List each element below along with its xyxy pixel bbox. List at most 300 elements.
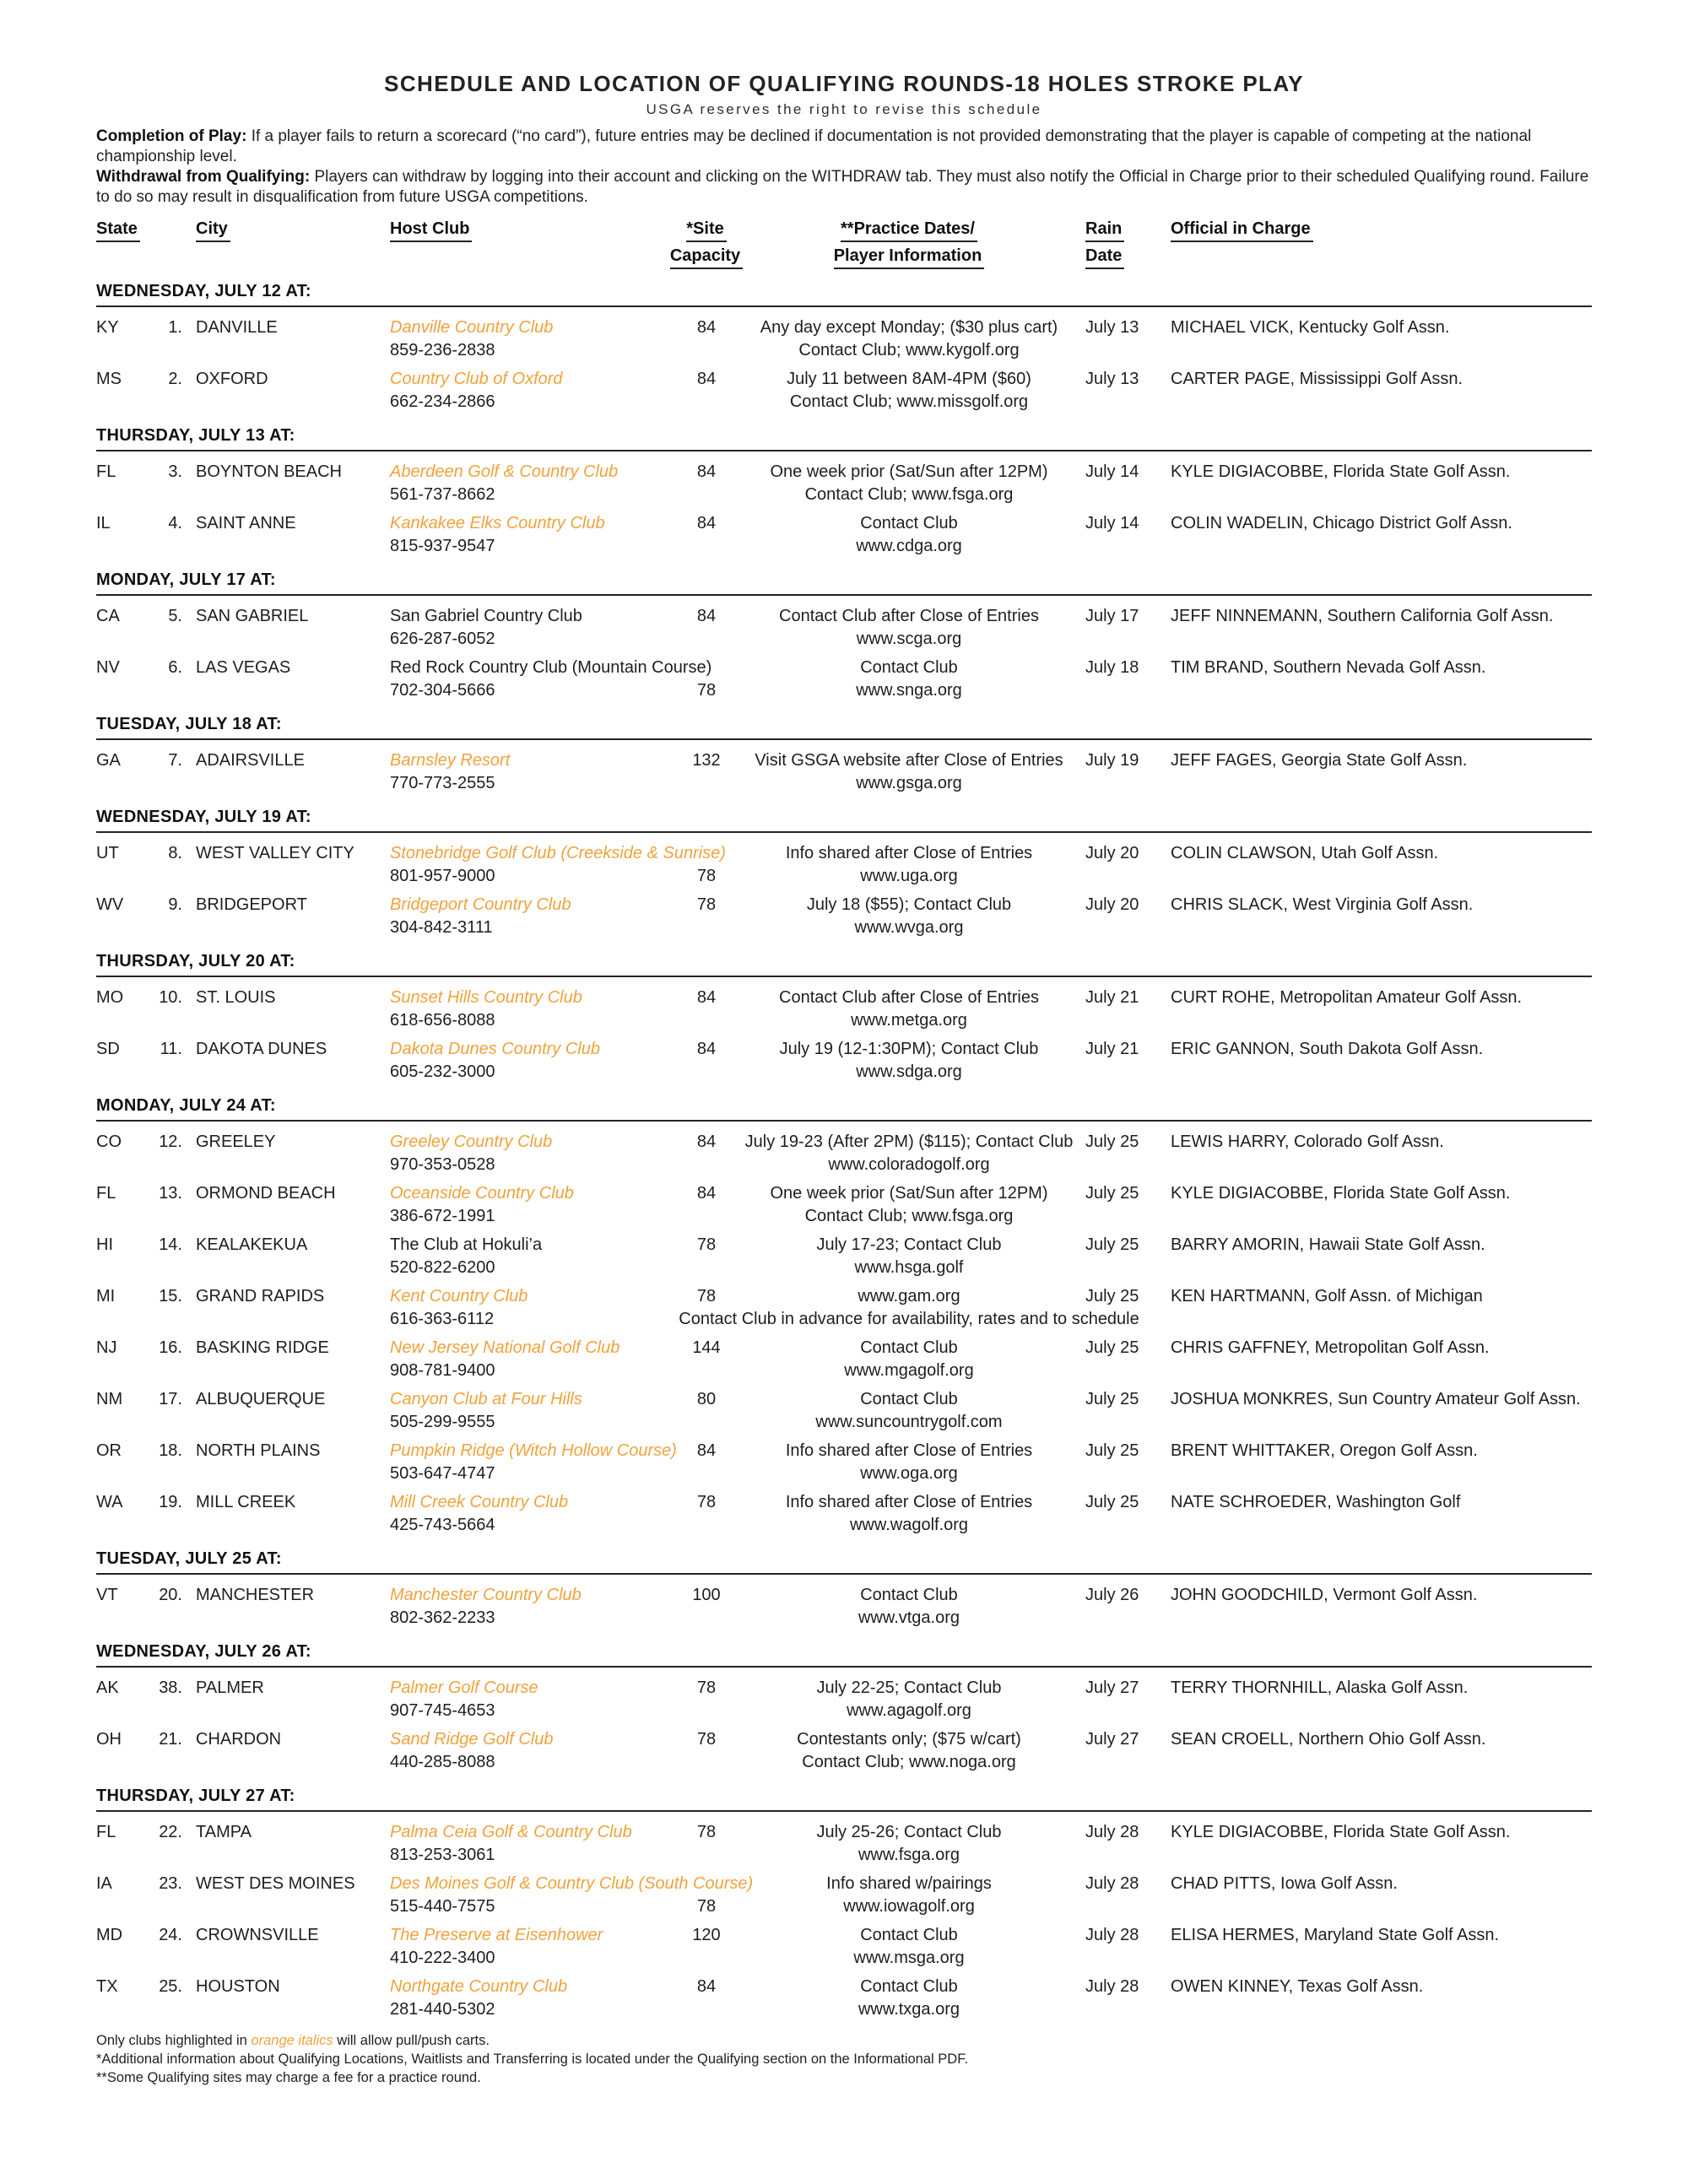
practice-info-line1: Info shared w/pairings	[826, 1874, 992, 1893]
row-city: CROWNSVILLE	[196, 1926, 319, 1944]
row-rain-date: July 27	[1085, 1730, 1139, 1749]
section-date-header: MONDAY, JULY 24 AT:	[96, 1096, 1592, 1122]
row-state: IL	[96, 514, 111, 532]
row-site-capacity	[668, 1182, 744, 1228]
row-practice-info	[744, 1388, 1074, 1434]
qualifying-row	[96, 1388, 1592, 1434]
row-city: HOUSTON	[196, 1977, 280, 1996]
qualifying-row	[96, 1728, 1592, 1774]
host-club-name: Bridgeport Country Club	[390, 895, 571, 914]
site-capacity-value: 78	[696, 1897, 717, 1916]
site-capacity-value: 78	[696, 1823, 717, 1841]
col-host-club: Host Club	[390, 219, 472, 242]
practice-info-line1: www.gam.org	[858, 1287, 960, 1306]
col-practice-dates	[744, 219, 1074, 269]
row-official-in-charge: TIM BRAND, Southern Nevada Golf Assn.	[1171, 658, 1486, 677]
row-state: KY	[96, 318, 119, 337]
section-date-header: THURSDAY, JULY 20 AT:	[96, 952, 1592, 977]
row-city: MANCHESTER	[196, 1586, 315, 1604]
row-city: SAN GABRIEL	[196, 607, 309, 625]
host-club-name: Palmer Golf Course	[390, 1679, 538, 1697]
practice-info-line1: July 19 (12-1:30PM); Contact Club	[779, 1040, 1039, 1058]
row-site-capacity	[668, 894, 744, 939]
row-rain-date: July 14	[1085, 462, 1139, 481]
host-club-name: Pumpkin Ridge (Witch Hollow Course)	[390, 1441, 677, 1460]
row-state: MO	[96, 988, 124, 1007]
row-city: DAKOTA DUNES	[196, 1040, 327, 1058]
row-practice-info	[744, 1584, 1074, 1630]
row-practice-info	[744, 1234, 1074, 1279]
section-date-header: TUESDAY, JULY 25 AT:	[96, 1549, 1592, 1575]
practice-info-line2: Contact Club; www.fsga.org	[804, 1207, 1014, 1225]
row-state: UT	[96, 844, 119, 862]
section-date-header: THURSDAY, JULY 27 AT:	[96, 1787, 1592, 1812]
practice-info-line1: One week prior (Sat/Sun after 12PM)	[770, 1184, 1048, 1203]
site-capacity-value: 84	[696, 370, 717, 388]
row-host-club	[381, 1584, 668, 1630]
row-rain-date: July 25	[1085, 1390, 1139, 1408]
row-official-in-charge: LEWIS HARRY, Colorado Golf Assn.	[1171, 1133, 1444, 1151]
row-state: CO	[96, 1133, 122, 1151]
row-rain-date: July 25	[1085, 1235, 1139, 1254]
host-club-name: Stonebridge Golf Club (Creekside & Sunrise)	[390, 844, 726, 862]
practice-info-line1: July 22-25; Contact Club	[816, 1679, 1002, 1697]
practice-info-line1: Contact Club	[860, 514, 958, 532]
row-city: ORMOND BEACH	[196, 1184, 336, 1203]
qualifying-row	[96, 987, 1592, 1032]
row-site-capacity	[668, 1728, 744, 1774]
row-city: TAMPA	[196, 1823, 252, 1841]
host-club-phone: 561-737-8662	[390, 485, 495, 504]
host-club-name: Oceanside Country Club	[390, 1184, 574, 1203]
col-site-capacity-line2: Capacity	[670, 246, 743, 269]
row-practice-info	[744, 605, 1074, 651]
row-city: CHARDON	[196, 1730, 282, 1749]
row-number: 9.	[168, 895, 182, 914]
schedule-section	[96, 1549, 1592, 1630]
row-host-club	[381, 1728, 668, 1774]
site-capacity-value: 78	[696, 1679, 717, 1697]
row-city: LAS VEGAS	[196, 658, 291, 677]
practice-info-line2: www.scga.org	[856, 630, 962, 648]
practice-info-line1: Info shared after Close of Entries	[785, 1441, 1033, 1460]
row-host-club	[381, 1677, 668, 1722]
schedule-section	[96, 715, 1592, 795]
row-practice-info	[744, 1337, 1074, 1382]
row-state: OH	[96, 1730, 122, 1749]
row-number: 13.	[159, 1184, 182, 1203]
qualifying-row	[96, 1440, 1592, 1485]
qualifying-row	[96, 842, 1592, 888]
row-state: SD	[96, 1040, 120, 1058]
row-number: 7.	[168, 751, 182, 770]
column-headers	[96, 219, 1592, 269]
practice-info-line2: www.msga.org	[853, 1949, 965, 1967]
host-club-phone: 970-353-0528	[390, 1155, 495, 1174]
row-site-capacity	[668, 1584, 744, 1630]
qualifying-row	[96, 605, 1592, 651]
row-practice-info	[744, 461, 1074, 506]
qualifying-row	[96, 1976, 1592, 2021]
host-club-phone: 702-304-5666	[390, 681, 495, 700]
row-rain-date: July 28	[1085, 1926, 1139, 1944]
row-practice-info	[744, 987, 1074, 1032]
host-club-phone: 425-743-5664	[390, 1516, 495, 1534]
host-club-phone: 801-957-9000	[390, 867, 495, 885]
site-capacity-value: 78	[696, 1730, 717, 1749]
col-rain-date-line1: Rain	[1085, 219, 1124, 242]
site-capacity-value: 78	[696, 1235, 717, 1254]
practice-info-line2: www.sdga.org	[856, 1062, 962, 1081]
row-host-club	[381, 1234, 668, 1279]
row-city: GRAND RAPIDS	[196, 1287, 325, 1306]
row-host-club	[381, 1285, 668, 1331]
practice-info-line1: Info shared after Close of Entries	[785, 844, 1033, 862]
row-official-in-charge: JEFF NINNEMANN, Southern California Golf Assn.	[1171, 607, 1554, 625]
row-state: TX	[96, 1977, 118, 1996]
qualifying-row	[96, 1234, 1592, 1279]
row-host-club	[381, 605, 668, 651]
row-rain-date: July 28	[1085, 1874, 1139, 1893]
row-practice-info	[744, 1038, 1074, 1084]
row-number: 2.	[168, 370, 182, 388]
site-capacity-value: 144	[692, 1338, 721, 1357]
row-state: MS	[96, 370, 122, 388]
row-rain-date: July 20	[1085, 844, 1139, 862]
row-number: 18.	[159, 1441, 182, 1460]
host-club-name: Kankakee Elks Country Club	[390, 514, 605, 532]
row-rain-date: July 14	[1085, 514, 1139, 532]
row-state: NJ	[96, 1338, 117, 1357]
practice-info-line2: www.snga.org	[856, 681, 962, 700]
qualifying-row	[96, 1285, 1592, 1331]
row-practice-info	[744, 1873, 1074, 1918]
row-rain-date: July 25	[1085, 1184, 1139, 1203]
row-number: 4.	[168, 514, 182, 532]
row-site-capacity	[668, 1873, 744, 1918]
row-city: ST. LOUIS	[196, 988, 276, 1007]
qualifying-row	[96, 1821, 1592, 1867]
row-official-in-charge: KYLE DIGIACOBBE, Florida State Golf Assn.	[1171, 1184, 1511, 1203]
practice-info-line2: www.gsga.org	[856, 774, 962, 792]
host-club-name: Sunset Hills Country Club	[390, 988, 582, 1007]
row-rain-date: July 19	[1085, 751, 1139, 770]
schedule-section	[96, 1787, 1592, 2021]
row-number: 17.	[159, 1390, 182, 1408]
row-number: 10.	[159, 988, 182, 1007]
practice-info-line1: July 19-23 (After 2PM) ($115); Contact Club	[744, 1133, 1074, 1151]
row-rain-date: July 28	[1085, 1977, 1139, 1996]
row-state: MD	[96, 1926, 123, 1944]
practice-info-line1: Contact Club	[860, 1926, 958, 1944]
row-number: 22.	[159, 1823, 182, 1841]
practice-info-line1: Contact Club	[860, 1586, 958, 1604]
row-host-club	[381, 987, 668, 1032]
practice-info-line1: Contact Club after Close of Entries	[779, 988, 1039, 1007]
host-club-phone: 520-822-6200	[390, 1258, 495, 1277]
practice-info-line2: Contact Club in advance for availability, rates and to schedule	[679, 1310, 1139, 1328]
row-host-club	[381, 368, 668, 414]
practice-info-line1: July 18 ($55); Contact Club	[806, 895, 1012, 914]
site-capacity-value: 78	[696, 681, 717, 700]
practice-info-line2: www.wagolf.org	[849, 1516, 969, 1534]
row-official-in-charge: SEAN CROELL, Northern Ohio Golf Assn.	[1171, 1730, 1486, 1749]
row-number: 3.	[168, 462, 182, 481]
row-site-capacity	[668, 1337, 744, 1382]
row-practice-info	[744, 368, 1074, 414]
row-state: NV	[96, 658, 120, 677]
practice-info-line2: Contact Club; www.kygolf.org	[798, 341, 1020, 359]
row-city: DANVILLE	[196, 318, 278, 337]
row-number: 8.	[168, 844, 182, 862]
section-date-header: MONDAY, JULY 17 AT:	[96, 570, 1592, 596]
row-site-capacity	[668, 1234, 744, 1279]
site-capacity-value: 84	[696, 1133, 717, 1151]
row-host-club	[381, 1976, 668, 2021]
qualifying-row	[96, 1182, 1592, 1228]
row-site-capacity	[668, 605, 744, 651]
host-club-phone: 505-299-9555	[390, 1413, 495, 1431]
host-club-name: Sand Ridge Golf Club	[390, 1730, 554, 1749]
row-host-club	[381, 512, 668, 558]
host-club-name: Canyon Club at Four Hills	[390, 1390, 582, 1408]
practice-info-line1: One week prior (Sat/Sun after 12PM)	[770, 462, 1048, 481]
row-state: GA	[96, 751, 121, 770]
row-official-in-charge: KYLE DIGIACOBBE, Florida State Golf Assn.	[1171, 1823, 1511, 1841]
host-club-name: Barnsley Resort	[390, 751, 511, 770]
row-state: HI	[96, 1235, 113, 1254]
row-state: FL	[96, 1184, 116, 1203]
host-club-name: Palma Ceia Golf & Country Club	[390, 1823, 632, 1841]
site-capacity-value: 78	[696, 1493, 717, 1511]
qualifying-row	[96, 368, 1592, 414]
host-club-name: Manchester Country Club	[390, 1586, 582, 1604]
practice-info-line2: www.hsga.golf	[854, 1258, 964, 1277]
practice-info-line2: Contact Club; www.fsga.org	[804, 485, 1014, 504]
qualifying-row	[96, 1337, 1592, 1382]
row-city: WEST VALLEY CITY	[196, 844, 354, 862]
qualifying-row	[96, 894, 1592, 939]
row-practice-info	[744, 316, 1074, 362]
schedule-section	[96, 282, 1592, 414]
row-city: BOYNTON BEACH	[196, 462, 342, 481]
row-practice-info	[744, 657, 1074, 702]
row-rain-date: July 27	[1085, 1679, 1139, 1697]
section-date-header: TUESDAY, JULY 18 AT:	[96, 715, 1592, 740]
note-paragraph: Completion of Play: If a player fails to return a scorecard (“no card”), future entries may be declined if documentation is not provided demonstrating that the player is capable of competing at the national championship level.	[96, 127, 1532, 165]
row-rain-date: July 17	[1085, 607, 1139, 625]
host-club-phone: 908-781-9400	[390, 1361, 495, 1380]
section-date-header: WEDNESDAY, JULY 19 AT:	[96, 808, 1592, 833]
col-practice-dates-line1: **Practice Dates/	[841, 219, 977, 242]
row-number: 19.	[159, 1493, 182, 1511]
practice-info-line1: July 25-26; Contact Club	[816, 1823, 1002, 1841]
practice-info-line1: July 11 between 8AM-4PM ($60)	[787, 370, 1031, 388]
host-club-phone: 618-656-8088	[390, 1011, 495, 1030]
row-rain-date: July 28	[1085, 1823, 1139, 1841]
row-official-in-charge: OWEN KINNEY, Texas Golf Assn.	[1171, 1977, 1424, 1996]
practice-info-line1: Contact Club	[860, 1977, 958, 1996]
row-city: MILL CREEK	[196, 1493, 296, 1511]
row-official-in-charge: BRENT WHITTAKER, Oregon Golf Assn.	[1171, 1441, 1478, 1460]
practice-info-line2: www.cdga.org	[856, 537, 962, 555]
row-city: BASKING RIDGE	[196, 1338, 329, 1357]
row-site-capacity	[668, 1821, 744, 1867]
row-host-club	[381, 1337, 668, 1382]
site-capacity-value: 84	[696, 988, 717, 1007]
col-site-capacity-line1: *Site	[686, 219, 726, 242]
row-city: WEST DES MOINES	[196, 1874, 355, 1893]
col-city: City	[196, 219, 230, 242]
site-capacity-value: 78	[696, 895, 717, 914]
row-official-in-charge: CHRIS SLACK, West Virginia Golf Assn.	[1171, 895, 1474, 914]
note-label: Completion of Play:	[96, 127, 252, 145]
page-subtitle: USGA reserves the right to revise this schedule	[646, 101, 1042, 117]
host-club-phone: 662-234-2866	[390, 392, 495, 411]
row-site-capacity	[668, 368, 744, 414]
footnote-carts-suffix: will allow pull/push carts.	[333, 2033, 490, 2048]
row-practice-info	[744, 1976, 1074, 2021]
section-date-header: WEDNESDAY, JULY 26 AT:	[96, 1642, 1592, 1668]
site-capacity-value: 120	[692, 1926, 721, 1944]
host-club-phone: 281-440-5302	[390, 2000, 495, 2019]
host-club-name: Country Club of Oxford	[390, 370, 563, 388]
host-club-phone: 440-285-8088	[390, 1753, 495, 1771]
schedule-section	[96, 426, 1592, 558]
row-official-in-charge: TERRY THORNHILL, Alaska Golf Assn.	[1171, 1679, 1469, 1697]
col-rain-date-line2: Date	[1085, 246, 1124, 269]
host-club-name: New Jersey National Golf Club	[390, 1338, 620, 1357]
practice-info-line2: www.metga.org	[851, 1011, 967, 1030]
row-site-capacity	[668, 1491, 744, 1537]
qualifying-row	[96, 657, 1592, 702]
row-host-club	[381, 461, 668, 506]
row-practice-info	[744, 1491, 1074, 1537]
section-date-header: THURSDAY, JULY 13 AT:	[96, 426, 1592, 451]
qualifying-row	[96, 316, 1592, 362]
qualifying-row	[96, 1131, 1592, 1176]
site-capacity-value: 78	[696, 1287, 717, 1306]
note-paragraph: Withdrawal from Qualifying: Players can withdraw by logging into their account and clicking on the WITHDRAW tab. They must also notify the Official in Charge prior to their scheduled Qualifying round. Failure to do so may result in disqualification from future USGA competitions.	[96, 168, 1589, 206]
host-club-name: Danville Country Club	[390, 318, 554, 337]
row-rain-date: July 25	[1085, 1133, 1139, 1151]
practice-info-line1: Contact Club after Close of Entries	[779, 607, 1039, 625]
row-practice-info	[744, 1821, 1074, 1867]
practice-info-line2: www.txga.org	[858, 2000, 960, 2019]
row-official-in-charge: COLIN WADELIN, Chicago District Golf Assn.	[1171, 514, 1512, 532]
row-number: 24.	[159, 1926, 182, 1944]
section-date-header: WEDNESDAY, JULY 12 AT:	[96, 282, 1592, 307]
row-site-capacity	[668, 657, 744, 702]
row-state: FL	[96, 1823, 116, 1841]
row-number: 1.	[168, 318, 182, 337]
row-host-club	[381, 894, 668, 939]
footnote-carts-prefix: Only clubs highlighted in	[96, 2033, 252, 2048]
practice-info-line1: Contact Club	[860, 1390, 958, 1408]
practice-info-line2: www.vtga.org	[858, 1608, 960, 1627]
row-city: OXFORD	[196, 370, 268, 388]
site-capacity-value: 84	[696, 514, 717, 532]
row-rain-date: July 20	[1085, 895, 1139, 914]
row-number: 16.	[159, 1338, 182, 1357]
row-site-capacity	[668, 512, 744, 558]
row-state: OR	[96, 1441, 122, 1460]
col-state: State	[96, 219, 140, 242]
row-host-club	[381, 1821, 668, 1867]
row-host-club	[381, 1182, 668, 1228]
row-site-capacity	[668, 461, 744, 506]
practice-info-line1: July 17-23; Contact Club	[816, 1235, 1002, 1254]
practice-info-line1: Any day except Monday; ($30 plus cart)	[760, 318, 1058, 337]
host-club-phone: 859-236-2838	[390, 341, 495, 359]
row-number: 21.	[159, 1730, 182, 1749]
qualifying-row	[96, 1491, 1592, 1537]
notes	[96, 127, 1592, 208]
host-club-name: Des Moines Golf & Country Club (South Course)	[390, 1874, 754, 1893]
col-rain-date	[1074, 219, 1166, 269]
row-rain-date: July 25	[1085, 1493, 1139, 1511]
row-state: WV	[96, 895, 124, 914]
schedule-section	[96, 570, 1592, 702]
row-site-capacity	[668, 1440, 744, 1485]
schedule-section	[96, 1642, 1592, 1774]
row-number: 38.	[159, 1679, 182, 1697]
row-official-in-charge: KYLE DIGIACOBBE, Florida State Golf Assn.	[1171, 462, 1511, 481]
row-rain-date: July 25	[1085, 1338, 1139, 1357]
row-official-in-charge: COLIN CLAWSON, Utah Golf Assn.	[1171, 844, 1439, 862]
host-club-name: Red Rock Country Club (Mountain Course)	[390, 658, 712, 677]
row-host-club	[381, 749, 668, 795]
qualifying-row	[96, 1584, 1592, 1630]
site-capacity-value: 100	[692, 1586, 721, 1604]
row-practice-info	[744, 749, 1074, 795]
qualifying-row	[96, 749, 1592, 795]
row-city: PALMER	[196, 1679, 264, 1697]
qualifying-row	[96, 1873, 1592, 1918]
host-club-name: Aberdeen Golf & Country Club	[390, 462, 619, 481]
row-practice-info	[744, 894, 1074, 939]
row-rain-date: July 26	[1085, 1586, 1139, 1604]
row-number: 15.	[159, 1287, 182, 1306]
row-host-club	[381, 316, 668, 362]
practice-info-line2: www.agagolf.org	[847, 1701, 971, 1720]
site-capacity-value: 84	[696, 1977, 717, 1996]
row-site-capacity	[668, 1388, 744, 1434]
row-official-in-charge: BARRY AMORIN, Hawaii State Golf Assn.	[1171, 1235, 1485, 1254]
site-capacity-value: 84	[696, 318, 717, 337]
row-official-in-charge: CARTER PAGE, Mississippi Golf Assn.	[1171, 370, 1463, 388]
site-capacity-value: 84	[696, 1184, 717, 1203]
practice-info-line2: www.iowagolf.org	[843, 1897, 975, 1916]
practice-info-line1: Info shared after Close of Entries	[785, 1493, 1033, 1511]
row-official-in-charge: MICHAEL VICK, Kentucky Golf Assn.	[1171, 318, 1450, 337]
host-club-phone: 410-222-3400	[390, 1949, 495, 1967]
footnote-additional-info: *Additional information about Qualifying Locations, Waitlists and Transferring is located under the Qualifying section on the Informational PDF.	[96, 2052, 969, 2067]
practice-info-line2: www.fsga.org	[858, 1846, 960, 1864]
row-rain-date: July 21	[1085, 988, 1139, 1007]
row-rain-date: July 21	[1085, 1040, 1139, 1058]
row-city: GREELEY	[196, 1133, 276, 1151]
row-site-capacity	[668, 1924, 744, 1970]
row-site-capacity	[668, 749, 744, 795]
host-club-phone: 616-363-6112	[390, 1310, 495, 1328]
practice-info-line2: www.suncountrygolf.com	[815, 1413, 1003, 1431]
practice-info-line1: Contact Club	[860, 658, 958, 677]
row-site-capacity	[668, 1677, 744, 1722]
row-site-capacity	[668, 1976, 744, 2021]
note-label: Withdrawal from Qualifying:	[96, 168, 315, 186]
row-city: ADAIRSVILLE	[196, 751, 305, 770]
